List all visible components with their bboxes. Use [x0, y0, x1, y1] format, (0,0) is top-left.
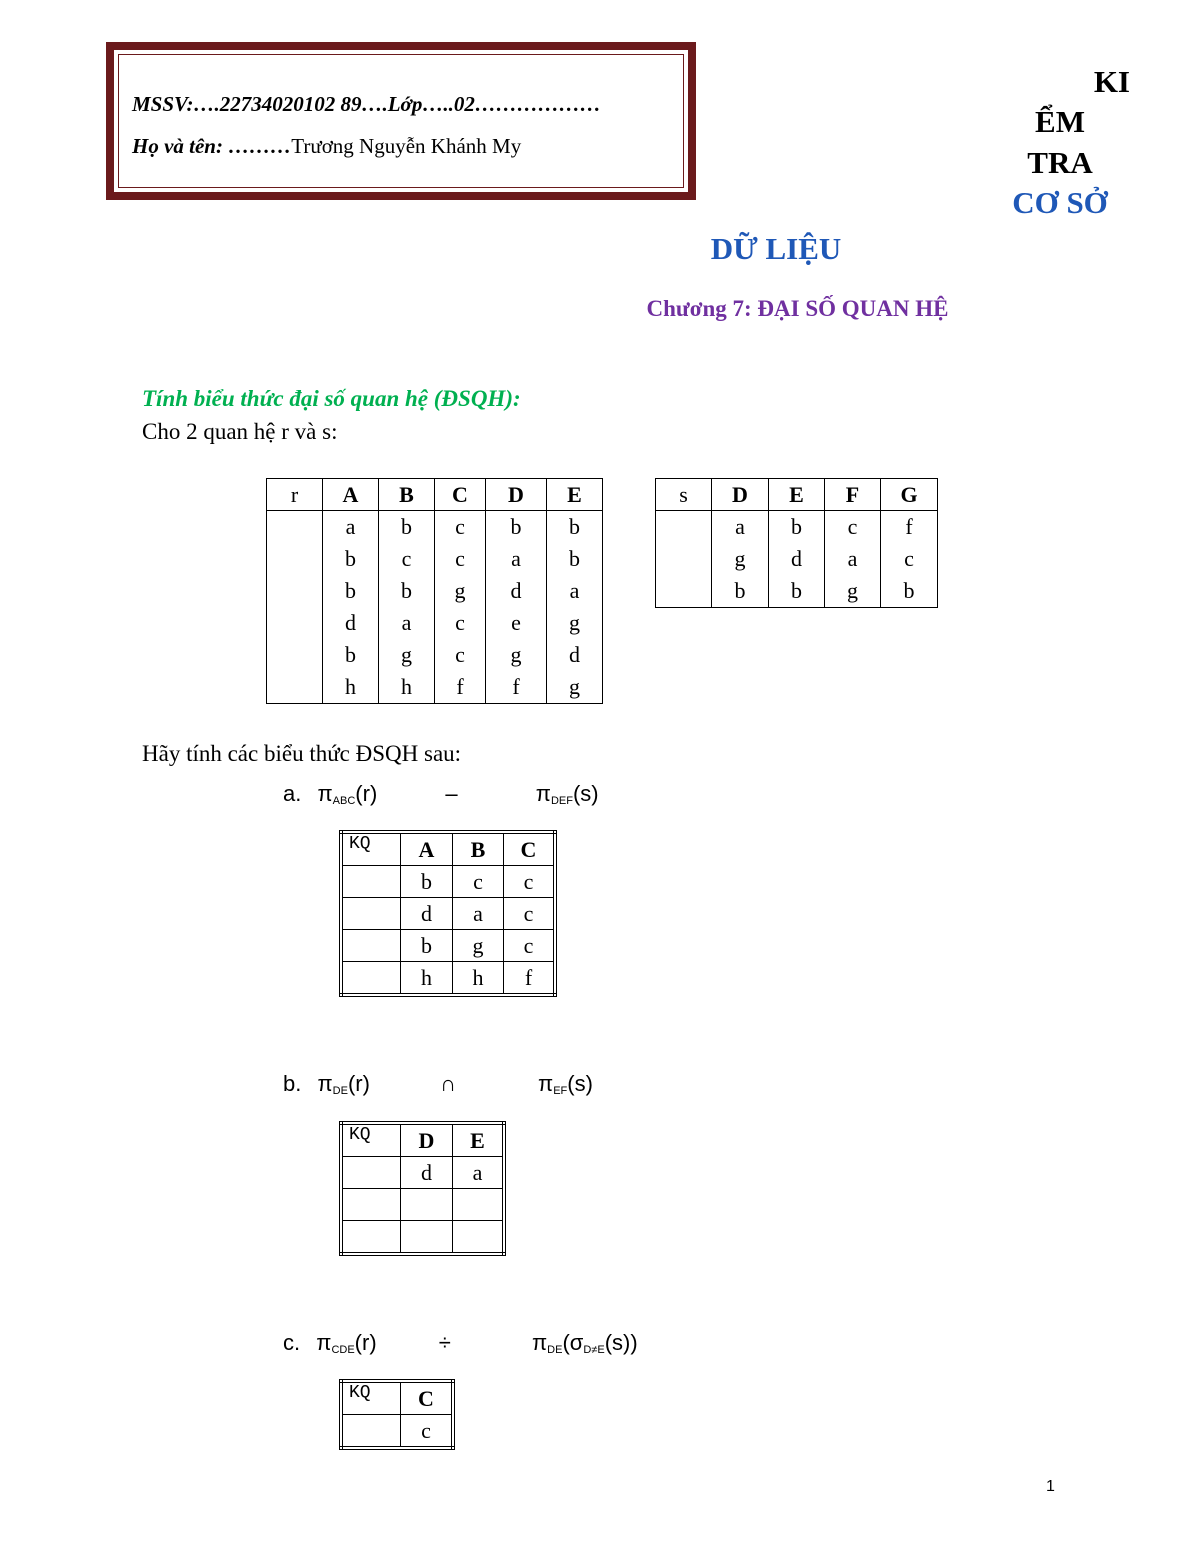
table-cell: b — [547, 543, 603, 575]
result-tag: KQ — [341, 832, 401, 866]
title-line-3: TRA — [1027, 145, 1093, 180]
student-name: Trương Nguyễn Khánh My — [291, 134, 522, 158]
table-cell: f — [435, 671, 486, 704]
table-row — [341, 1189, 504, 1221]
table-cell: b — [379, 575, 435, 607]
table-cell: d — [547, 639, 603, 671]
relation-r-table — [266, 478, 603, 704]
table-row — [656, 511, 938, 544]
projection-symbol: π — [317, 1071, 333, 1096]
column-header: E — [769, 479, 825, 511]
question-label: c. — [283, 1330, 301, 1355]
relation-s-table — [655, 478, 938, 608]
table-cell: b — [881, 575, 938, 608]
table-row — [656, 543, 938, 575]
operator: ÷ — [438, 1330, 451, 1355]
table-cell: c — [825, 511, 881, 544]
table-cell: a — [486, 543, 547, 575]
table-cell: d — [323, 607, 379, 639]
table-row — [267, 575, 603, 607]
result-table-a — [339, 830, 557, 997]
student-info-box — [106, 42, 696, 200]
title-line-2: ỂM — [1035, 104, 1085, 139]
table-row — [267, 607, 603, 639]
table-cell — [401, 1189, 453, 1221]
question-label: b. — [283, 1071, 302, 1096]
table-cell: b — [323, 543, 379, 575]
table-row — [267, 511, 603, 544]
table-row — [341, 930, 555, 962]
section-heading: Tính biểu thức đại số quan hệ (ĐSQH): — [142, 386, 521, 411]
table-cell: g — [547, 607, 603, 639]
column-header: B — [379, 479, 435, 511]
table-cell: b — [547, 511, 603, 544]
operator: ∩ — [440, 1071, 456, 1096]
column-header: C — [401, 1381, 454, 1415]
table-cell: b — [323, 639, 379, 671]
table-cell: g — [712, 543, 769, 575]
table-cell: f — [504, 962, 556, 996]
mssv-value: ….22734020102 89…. — [193, 92, 388, 116]
table-cell: f — [486, 671, 547, 704]
table-cell: b — [323, 575, 379, 607]
table-cell: c — [379, 543, 435, 575]
title-line-4: CƠ SỞ — [1012, 185, 1108, 220]
projection-attrs: EF — [553, 1085, 568, 1097]
column-header: D — [486, 479, 547, 511]
result-tag: KQ — [341, 1123, 401, 1157]
table-cell: c — [435, 639, 486, 671]
column-header: F — [825, 479, 881, 511]
result-tag: KQ — [341, 1381, 401, 1415]
result-table-c — [339, 1379, 455, 1450]
column-header: A — [323, 479, 379, 511]
projection-attrs: DEF — [550, 795, 573, 807]
table-cell: c — [435, 607, 486, 639]
table-cell: h — [379, 671, 435, 704]
table-cell: h — [323, 671, 379, 704]
table-cell: b — [379, 511, 435, 544]
result-table-b — [339, 1121, 506, 1256]
table-cell: d — [486, 575, 547, 607]
selection-condition: D≠E — [583, 1344, 605, 1356]
column-header: C — [435, 479, 486, 511]
table-row — [267, 639, 603, 671]
table-cell — [401, 1221, 453, 1255]
relation-s-name: s — [656, 479, 712, 511]
task-text: Hãy tính các biểu thức ĐSQH sau: — [142, 741, 462, 766]
table-cell: f — [881, 511, 938, 544]
mssv-label: MSSV: — [132, 92, 194, 116]
student-id-line — [132, 92, 601, 117]
class-label: Lớp…..02……………… — [387, 92, 601, 116]
column-header: C — [504, 832, 556, 866]
projection-symbol: π — [317, 781, 333, 806]
table-cell: c — [435, 543, 486, 575]
table-cell — [453, 1221, 505, 1255]
table-cell: a — [323, 511, 379, 544]
table-cell: c — [881, 543, 938, 575]
relation-arg: (r) — [347, 1071, 370, 1096]
table-row — [341, 866, 555, 898]
column-header: D — [712, 479, 769, 511]
table-cell: c — [435, 511, 486, 544]
column-header: A — [401, 832, 453, 866]
table-row — [341, 962, 555, 996]
projection-attrs: DE — [332, 1085, 348, 1097]
column-header: B — [453, 832, 504, 866]
table-cell: g — [435, 575, 486, 607]
table-row — [341, 1415, 453, 1449]
page-number: 1 — [1046, 1478, 1055, 1495]
table-cell — [453, 1189, 505, 1221]
table-cell: a — [712, 511, 769, 544]
table-cell: b — [769, 511, 825, 544]
column-header: D — [401, 1123, 453, 1157]
question-label: a. — [283, 781, 302, 806]
name-label: Họ và tên: ……… — [132, 134, 292, 158]
table-cell: b — [401, 930, 453, 962]
relation-r-name: r — [267, 479, 323, 511]
table-row — [341, 898, 555, 930]
table-cell: g — [379, 639, 435, 671]
table-cell: g — [825, 575, 881, 608]
table-cell: g — [453, 930, 504, 962]
table-cell: b — [401, 866, 453, 898]
chapter-title: Chương 7: ĐẠI SỐ QUAN HỆ — [646, 296, 949, 321]
student-name-line — [132, 134, 521, 159]
given-text: Cho 2 quan hệ r và s: — [142, 419, 338, 444]
table-cell: h — [453, 962, 504, 996]
table-cell: c — [453, 866, 504, 898]
projection-symbol: π — [535, 781, 551, 806]
table-cell: g — [547, 671, 603, 704]
relation-arg: (s) — [567, 1071, 593, 1096]
projection-attrs: DE — [547, 1344, 563, 1356]
selection-symbol: (σ — [562, 1330, 584, 1355]
question-a-expression — [283, 781, 599, 807]
relation-arg: (r) — [355, 781, 378, 806]
table-cell: d — [401, 898, 453, 930]
projection-attrs: ABC — [332, 795, 356, 807]
relation-arg: (s) — [572, 781, 599, 806]
table-cell: h — [401, 962, 453, 996]
table-cell: e — [486, 607, 547, 639]
table-cell: a — [547, 575, 603, 607]
table-cell: d — [401, 1157, 453, 1189]
question-c-expression — [283, 1330, 638, 1356]
relation-arg: (r) — [354, 1330, 377, 1355]
projection-symbol: π — [531, 1330, 548, 1355]
table-cell: a — [453, 898, 504, 930]
title-line-1: KI — [1093, 64, 1130, 99]
table-cell: c — [401, 1415, 454, 1449]
projection-symbol: π — [538, 1071, 554, 1096]
table-cell: c — [504, 898, 556, 930]
table-row — [267, 671, 603, 704]
table-cell: g — [486, 639, 547, 671]
column-header: E — [547, 479, 603, 511]
table-cell: b — [486, 511, 547, 544]
table-row — [341, 1157, 504, 1189]
table-cell: a — [453, 1157, 505, 1189]
table-cell: b — [769, 575, 825, 608]
table-cell: c — [504, 866, 556, 898]
relation-arg: (s)) — [604, 1330, 638, 1355]
table-row — [267, 543, 603, 575]
table-row — [656, 575, 938, 608]
table-row — [341, 1221, 504, 1255]
table-cell: a — [379, 607, 435, 639]
projection-symbol: π — [316, 1330, 332, 1355]
column-header: G — [881, 479, 938, 511]
table-cell: d — [769, 543, 825, 575]
table-cell: c — [504, 930, 556, 962]
table-cell: a — [825, 543, 881, 575]
projection-attrs: CDE — [331, 1344, 355, 1356]
table-cell: b — [712, 575, 769, 608]
title-line-5: DỮ LIỆU — [710, 231, 842, 266]
column-header: E — [453, 1123, 505, 1157]
operator: – — [445, 781, 458, 806]
question-b-expression — [283, 1071, 593, 1097]
